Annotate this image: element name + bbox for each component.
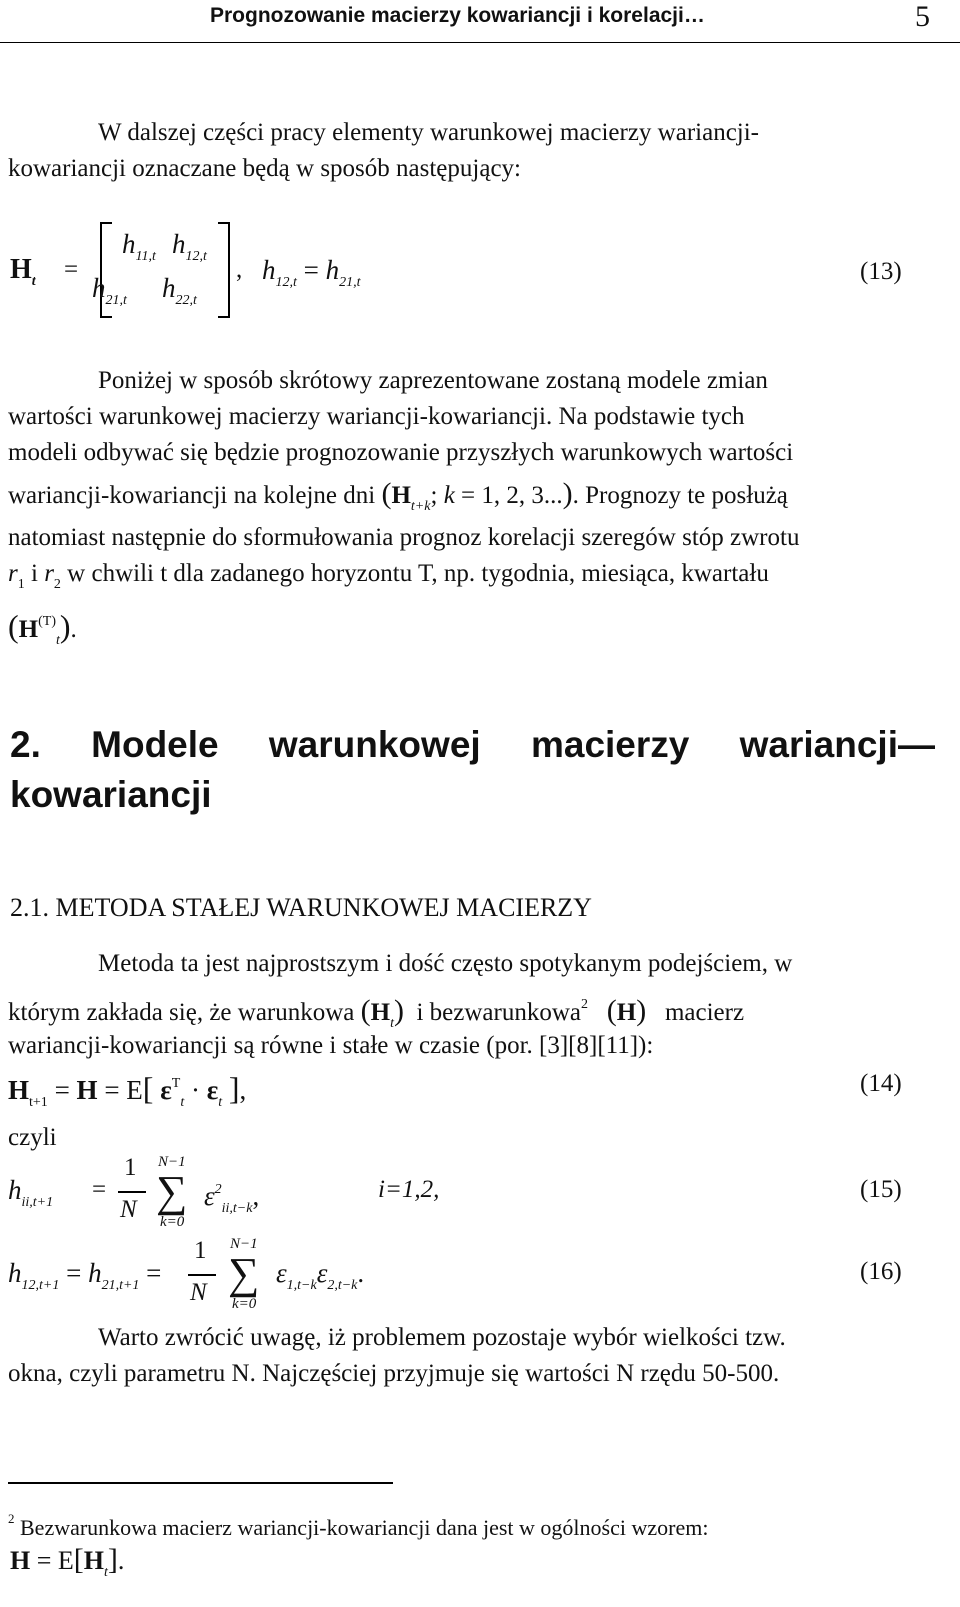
eq16-denominator: N [190, 1279, 207, 1306]
intro-line-2: kowariancji oznaczane będą w sposób następujący: [8, 155, 521, 182]
eq16-numerator: 1 [194, 1237, 207, 1264]
para2-line-2: wartości warunkowej macierzy wariancji-kowariancji. Na podstawie tych [8, 403, 745, 430]
para2-line-6: $r_1$ i $r_2$ w chwili t dla zadanego horyzontu T, np. tygodnia, miesiąca, kwartału [8, 560, 769, 592]
footnote-formula: $H = E[H_t]$. [10, 1543, 125, 1580]
eq13-lhs: $H_t$ [10, 254, 36, 289]
eq15-denominator: N [120, 1196, 137, 1223]
para3-line-2: którym zakłada się, że warunkowa $(H_t)$ i bezwarunkowa$^2$ (H) macierz [8, 994, 745, 1031]
section-2-1-heading: 2.1. METODA STAŁEJ WARUNKOWEJ MACIERZY [10, 893, 592, 922]
right-bracket [218, 222, 230, 318]
equation-number-13: (13) [860, 258, 902, 285]
equation-number-16: (16) [860, 1258, 902, 1285]
running-header [0, 0, 960, 43]
para3-line-3: wariancji-kowariancji są równe i stałe w czasie (por. [3][8][11]): [8, 1032, 654, 1059]
footnote-rule [8, 1482, 393, 1484]
eq15-numerator: 1 [124, 1154, 137, 1181]
summation-symbol: ∑ [156, 1167, 188, 1216]
para2-line-4: wariancji-kowariancji na kolejne dni ($H_{t+k}$; k = 1, 2, 3...). Prognozy te posłużą [8, 477, 788, 514]
eq15-condition: i=1,2, [378, 1176, 440, 1203]
para2-line-3: modeli odbywać się będzie prognozowanie przyszłych warunkowych wartości [8, 439, 794, 466]
matrix-h22: $h_{22,t}$ [162, 273, 197, 308]
para4-line-1: Warto zwrócić uwagę, iż problemem pozostaje wybór wielkości tzw. [98, 1324, 786, 1351]
matrix-h11: $h_{11,t}$ [122, 229, 156, 264]
eq13-equals: = [64, 256, 79, 283]
running-title: Prognozowanie macierzy kowariancji i korelacji… [210, 4, 705, 27]
para4-line-2: okna, czyli parametru N. Najczęściej przyjmuje się wartości N rzędu 50-500. [8, 1360, 780, 1387]
intro-line-1: W dalszej części pracy elementy warunkowej macierzy wariancji- [98, 119, 760, 146]
summation-symbol: ∑ [228, 1249, 260, 1298]
equation-number-15: (15) [860, 1176, 902, 1203]
equation-number-14: (14) [860, 1070, 902, 1097]
page-number: 5 [915, 0, 930, 33]
para2-line-7: $(H^{(T)}_t)$. [8, 608, 77, 648]
section-2-heading-line-1: 2. Modele warunkowej macierzy wariancji— [10, 724, 935, 765]
para2-line-5: natomiast następnie do sformułowania prognoz korelacji szeregów stóp zwrotu [8, 524, 800, 551]
section-2-heading-line-2: kowariancji [10, 774, 212, 815]
eq13-relation: $h_{12,t} = h_{21,t}$ [262, 255, 361, 290]
czyli-text: czyli [8, 1124, 57, 1151]
footnote-text: $^2$ Bezwarunkowa macierz wariancji-kowariancji dana jest w ogólności wzorem: [8, 1511, 709, 1540]
matrix-h21: $h_{21,t}$ [92, 273, 127, 308]
para3-line-1: Metoda ta jest najprostszym i dość często spotykanym podejściem, w [98, 950, 793, 977]
para2-line-1: Poniżej w sposób skrótowy zaprezentowane zostaną modele zmian [98, 367, 768, 394]
matrix-h12: $h_{12,t}$ [172, 229, 207, 264]
